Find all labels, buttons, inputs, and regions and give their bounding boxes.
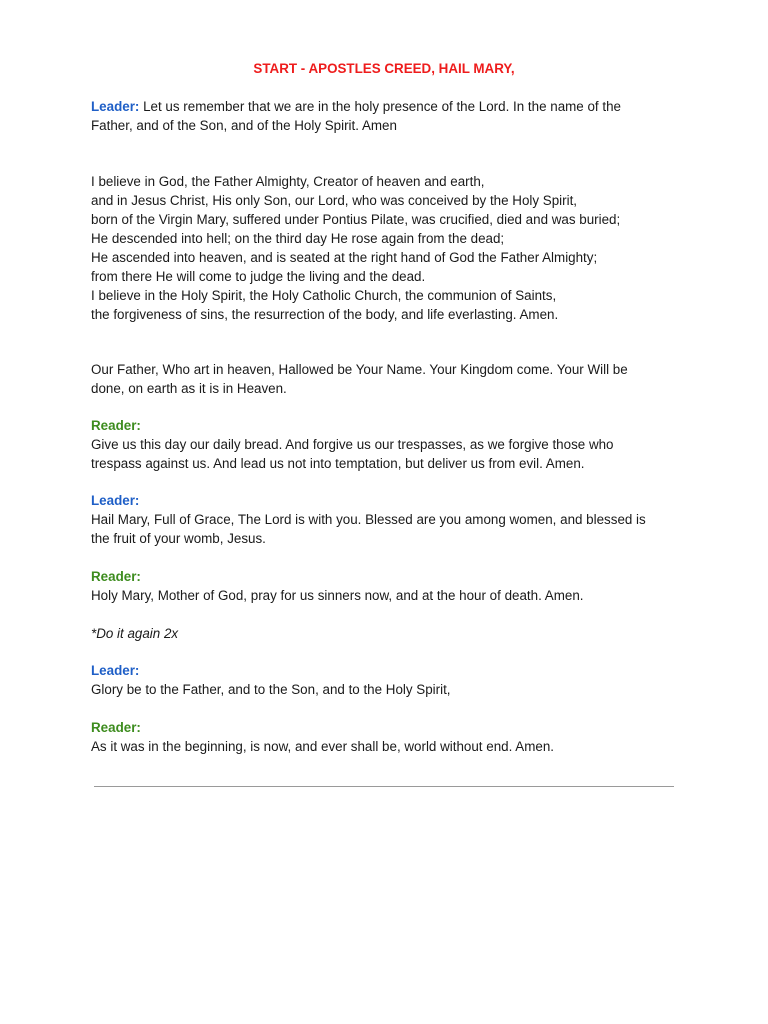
creed-line: born of the Virgin Mary, suffered under Pontius Pilate, was crucified, died and was buried; <box>91 212 621 227</box>
reader-line: Give us this day our daily bread. And forgive us our trespasses, as we forgive those who <box>91 437 614 452</box>
opening-line-1 <box>91 97 691 116</box>
leader-label: Leader: <box>91 663 140 678</box>
creed-paragraph <box>91 172 691 324</box>
reader-line: As it was in the beginning, is now, and ever shall be, world without end. Amen. <box>91 739 554 754</box>
creed-line: He ascended into heaven, and is seated at the right hand of God the Father Almighty; <box>91 250 598 265</box>
reader-section-1 <box>91 416 691 473</box>
creed-line: the forgiveness of sins, the resurrection of the body, and life everlasting. Amen. <box>91 307 559 322</box>
repeat-note: *Do it again 2x <box>91 626 179 641</box>
leader-line: Glory be to the Father, and to the Son, and to the Holy Spirit, <box>91 682 451 697</box>
creed-line: He descended into hell; on the third day He rose again from the dead; <box>91 231 505 246</box>
leader-label: Leader: <box>91 99 140 114</box>
our-father-paragraph <box>91 360 691 398</box>
reader-line: Holy Mary, Mother of God, pray for us sinners now, and at the hour of death. Amen. <box>91 588 584 603</box>
opening-paragraph <box>91 97 691 135</box>
reader-section-3 <box>91 718 691 756</box>
leader-section-3 <box>91 661 691 699</box>
creed-line: and in Jesus Christ, His only Son, our Lord, who was conceived by the Holy Spirit, <box>91 193 578 208</box>
leader-section-2 <box>91 491 691 548</box>
opening-line-2: Father, and of the Son, and of the Holy Spirit. Amen <box>91 118 397 133</box>
reader-label: Reader: <box>91 569 141 584</box>
reader-section-2 <box>91 567 691 605</box>
creed-line: from there He will come to judge the living and the dead. <box>91 269 426 284</box>
reader-line: trespass against us. And lead us not into temptation, but deliver us from evil. Amen. <box>91 456 585 471</box>
reader-label: Reader: <box>91 720 141 735</box>
reader-label: Reader: <box>91 418 141 433</box>
leader-label: Leader: <box>91 493 140 508</box>
document-title: START - APOSTLES CREED, HAIL MARY, <box>253 61 515 76</box>
our-father-line: Our Father, Who art in heaven, Hallowed be Your Name. Your Kingdom come. Your Will be <box>91 362 628 377</box>
opening-text-1: Let us remember that we are in the holy presence of the Lord. In the name of the <box>139 99 621 114</box>
horizontal-divider <box>94 786 674 787</box>
leader-line: Hail Mary, Full of Grace, The Lord is with you. Blessed are you among women, and blessed is <box>91 512 646 527</box>
our-father-line: done, on earth as it is in Heaven. <box>91 381 287 396</box>
creed-line: I believe in God, the Father Almighty, Creator of heaven and earth, <box>91 174 485 189</box>
leader-line: the fruit of your womb, Jesus. <box>91 531 266 546</box>
creed-line: I believe in the Holy Spirit, the Holy Catholic Church, the communion of Saints, <box>91 288 557 303</box>
